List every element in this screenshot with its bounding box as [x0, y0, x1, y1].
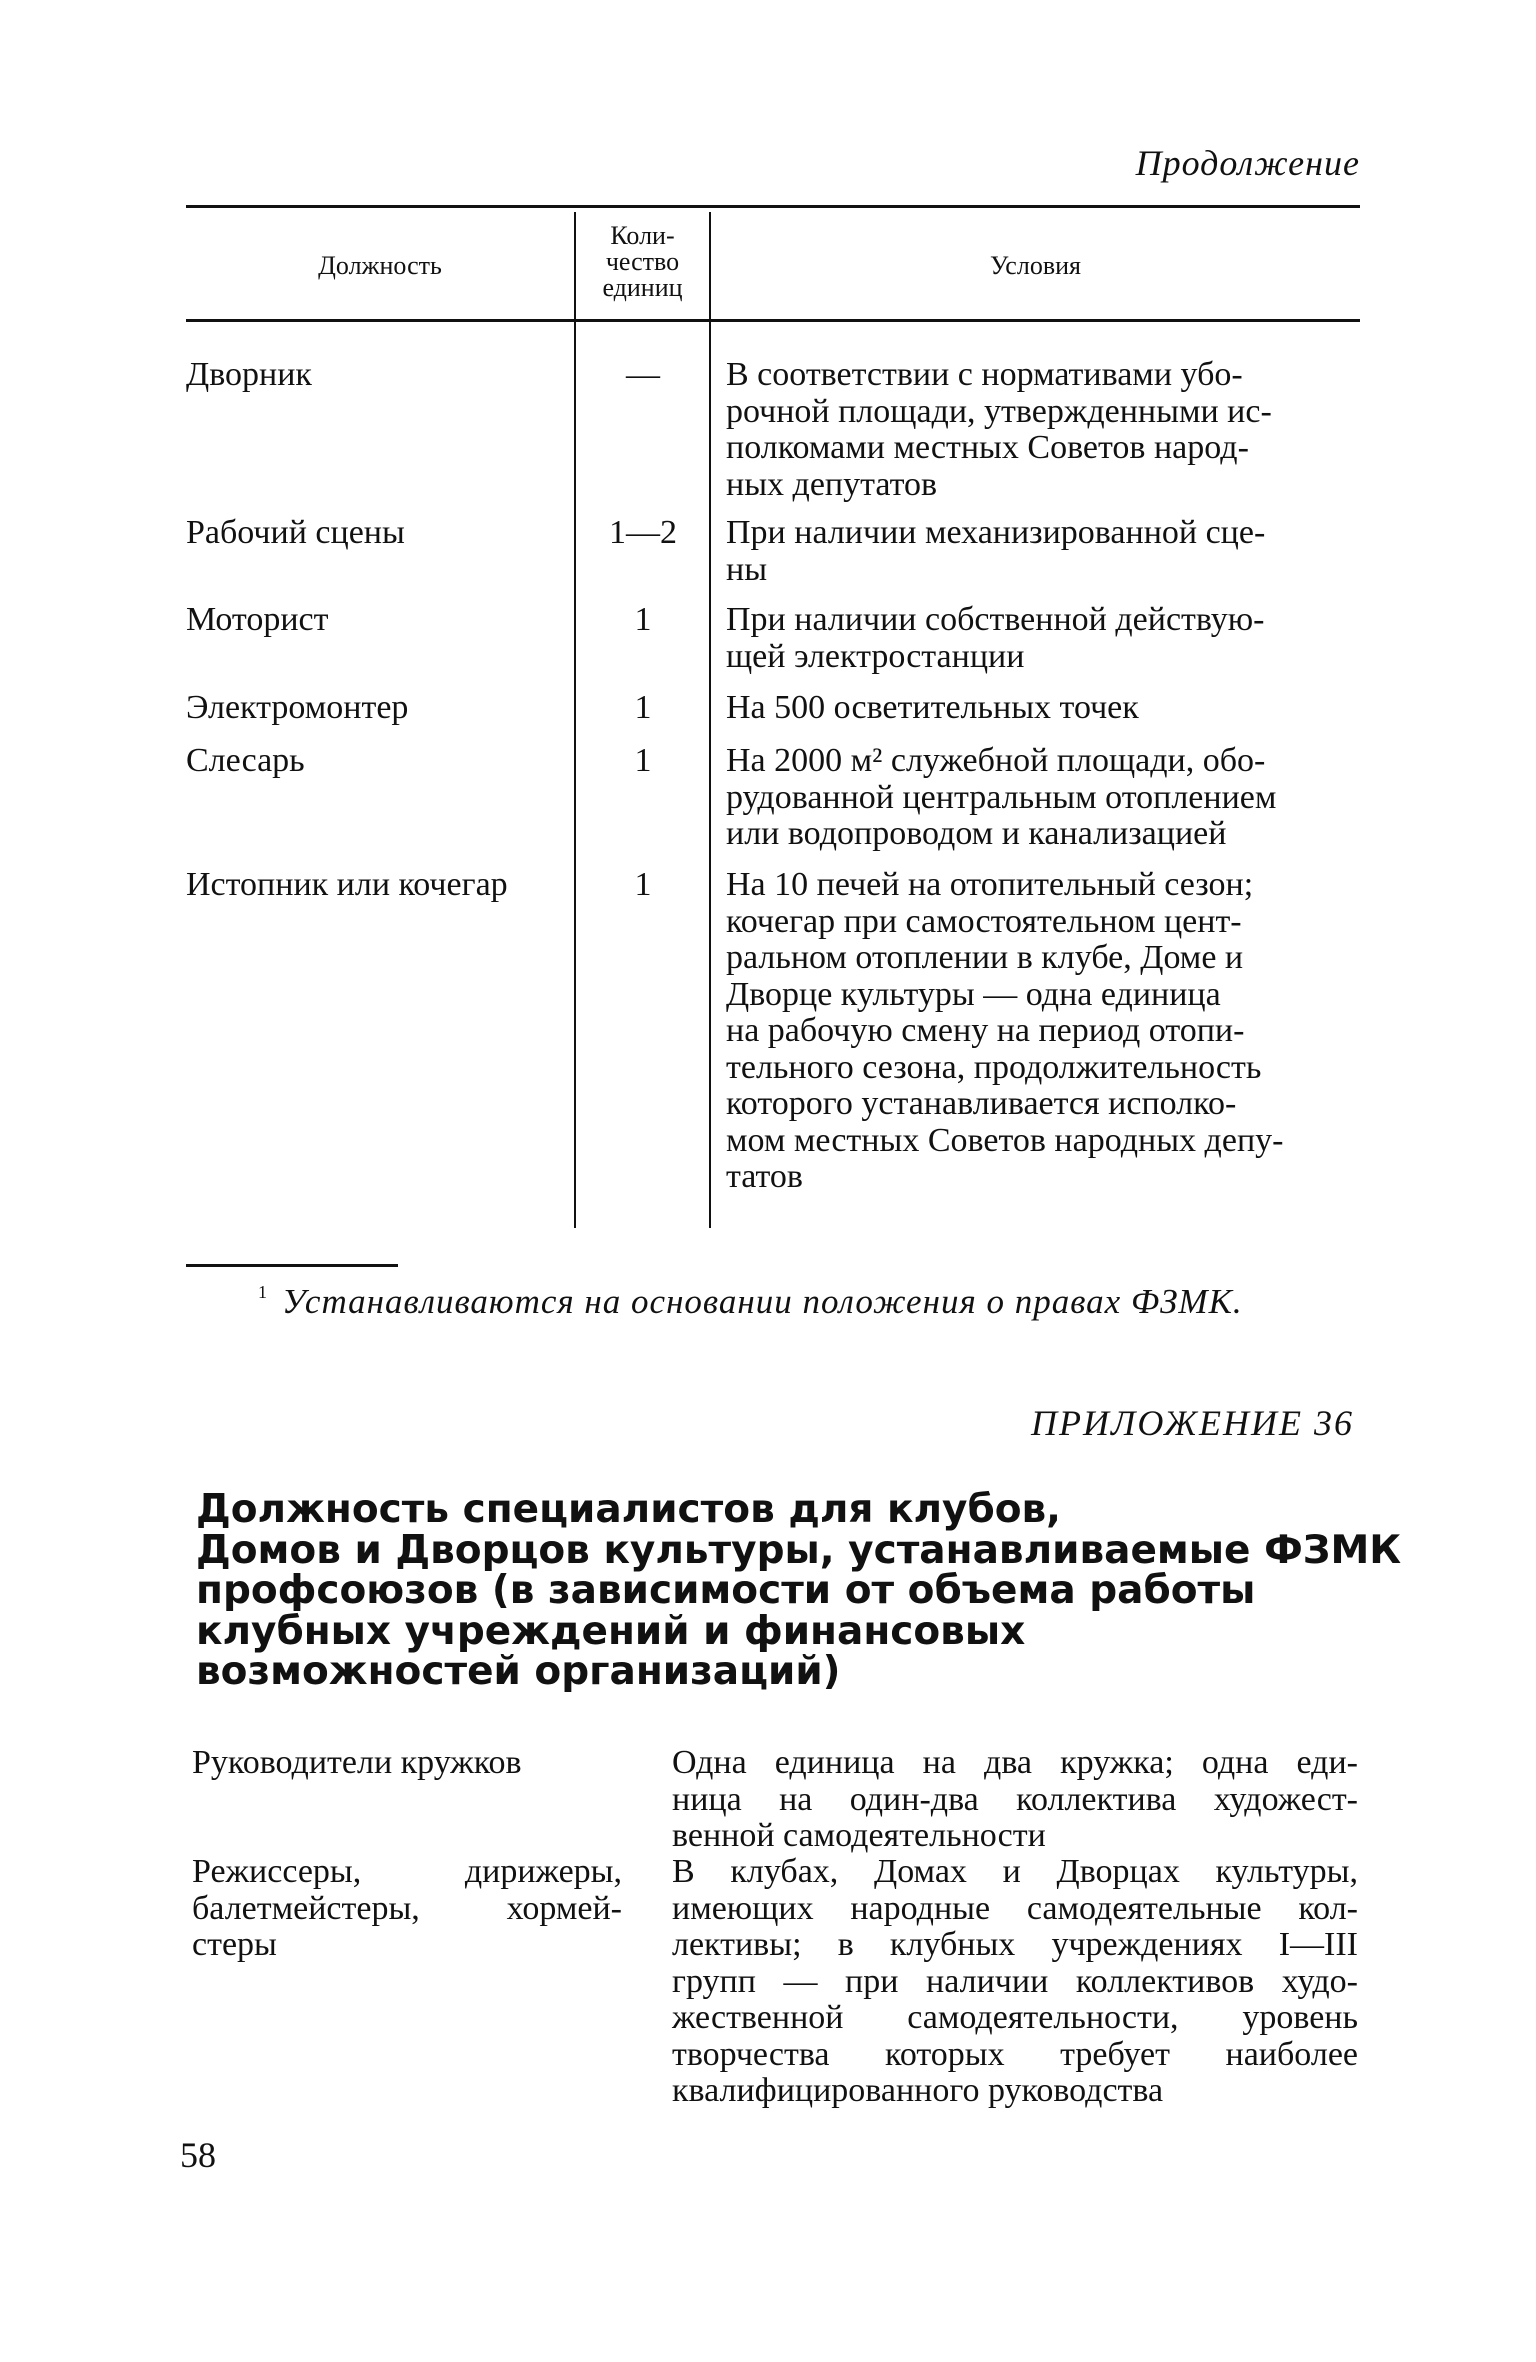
- row-1-conditions: В соответствии с нормативами убо- рочной площади, утвержденными ис- полкомами местных Советов народ- ных депутатов: [726, 356, 1272, 503]
- row-5-quantity: 1: [634, 742, 652, 779]
- header-position: Должность: [318, 251, 442, 280]
- row-1-quantity: —: [626, 356, 660, 393]
- row-2-position: Рабочий сцены: [186, 514, 405, 551]
- column-divider-1: [574, 212, 576, 1228]
- header-quantity: Коли- чество единиц: [602, 221, 683, 302]
- table-top-rule: [186, 205, 1360, 208]
- footnote-mark: 1: [258, 1282, 268, 1303]
- row-3-quantity: 1: [634, 601, 652, 638]
- footnote-rule: [186, 1264, 398, 1267]
- footnote: [258, 1282, 1358, 1322]
- row-6-quantity: 1: [634, 866, 652, 903]
- appendix-label: ПРИЛОЖЕНИЕ 36: [1031, 1403, 1354, 1443]
- row-5-position: Слесарь: [186, 742, 305, 779]
- row-2-quantity: 1—2: [609, 514, 677, 551]
- column-divider-2: [709, 212, 711, 1228]
- row-6-position: Истопник или кочегар: [186, 866, 508, 903]
- appendix-row-1-conditions: Одна единица на два кружка; одна еди- ница на один-два коллектива художест- венной самодеятельности: [672, 1744, 1358, 1854]
- footnote-text: Устанавливаются на основании положения о правах ФЗМК.: [282, 1282, 1243, 1321]
- continued-label: Продолжение: [1135, 143, 1360, 183]
- row-1-position: Дворник: [186, 356, 312, 393]
- appendix-title: Должность специалистов для клубов, Домов и Дворцов культуры, устанавливаемые ФЗМК профсоюзов (в зависимости от объема работы клубных учреждений и финансовых возможностей организаций): [196, 1487, 1402, 1694]
- row-4-position: Электромонтер: [186, 689, 409, 726]
- row-4-quantity: 1: [634, 689, 652, 726]
- appendix-row-2-conditions: В клубах, Домах и Дворцах культуры, имеющих народные самодеятельные кол- лективы; в клубных учреждениях I—III групп — при наличии коллективов худо- жественной самодеятельности, уровень творчества которых требует наиболее квалифицированного руководства: [672, 1853, 1358, 2109]
- table-header-rule: [186, 319, 1360, 322]
- row-3-position: Моторист: [186, 601, 329, 638]
- row-6-conditions: На 10 печей на отопительный сезон; кочегар при самостоятельном цент- ральном отоплении в клубе, Доме и Дворце культуры — одна единица на рабочую смену на период отопи- тельного сезона, продолжительность которого устанавливается исполко- мом местных Советов народных депу- татов: [726, 866, 1284, 1195]
- page-number: 58: [180, 2135, 216, 2175]
- row-2-conditions: При наличии механизированной сце- ны: [726, 514, 1266, 588]
- row-3-conditions: При наличии собственной действую- щей электростанции: [726, 601, 1265, 675]
- appendix-row-2-position: Режиссеры, дирижеры, балетмейстеры, хормей- стеры: [192, 1853, 622, 1963]
- appendix-row-1-position: Руководители кружков: [192, 1744, 522, 1781]
- row-5-conditions: На 2000 м² служебной площади, обо- рудованной центральным отоплением или водопроводом и канализацией: [726, 742, 1277, 852]
- row-4-conditions: На 500 осветительных точек: [726, 689, 1139, 726]
- header-conditions: Условия: [990, 251, 1081, 280]
